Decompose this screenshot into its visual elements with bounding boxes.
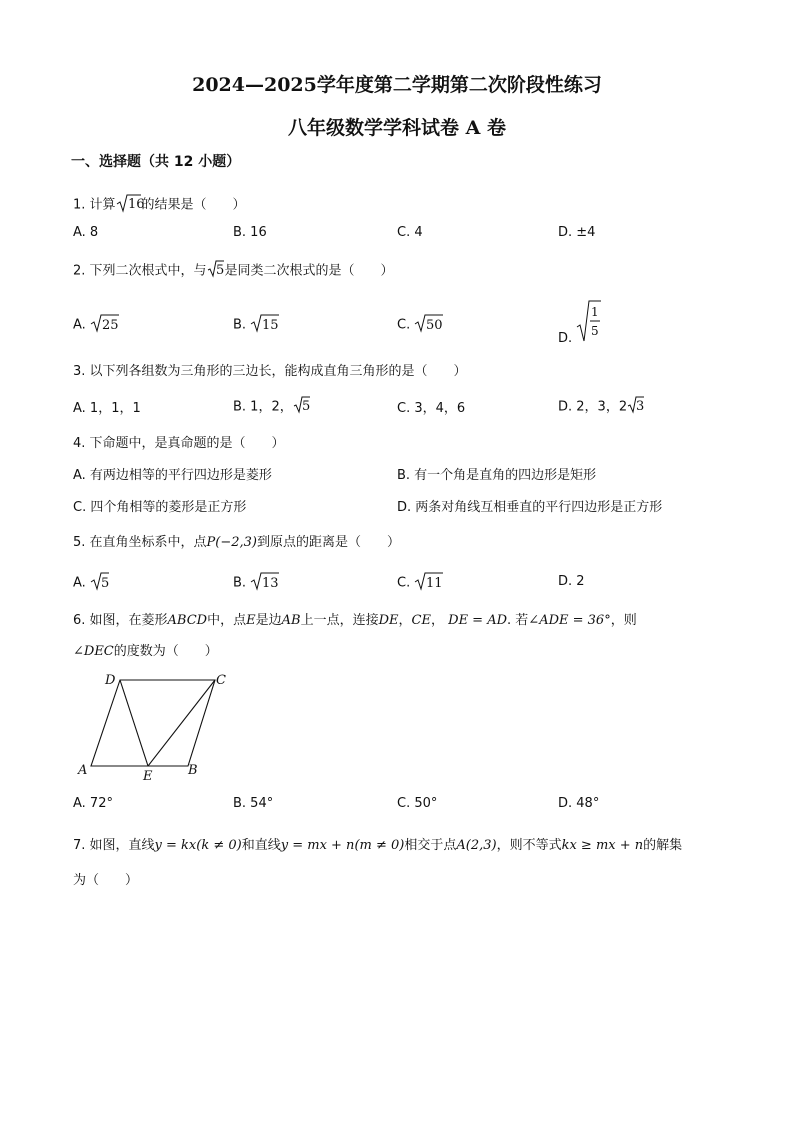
rhombus-figure [70, 668, 240, 783]
q6-option-c: C. 50° [397, 796, 438, 811]
page-title: 2024—2025学年度第二学期第二次阶段性练习 [192, 74, 602, 96]
question-6-line-2: ∠DEC的度数为（ ） [73, 644, 218, 659]
q1-option-c: C. 4 [397, 225, 423, 240]
q3-option-b: B. 1，2， 5 [233, 395, 311, 419]
page-subtitle: 八年级数学学科试卷 A 卷 [288, 117, 506, 139]
svg-text:5: 5 [301, 399, 311, 414]
q2-option-c: C. 50 [397, 312, 444, 338]
q5-option-d: D. 2 [558, 574, 585, 589]
q3-option-c: C. 3，4，6 [397, 401, 466, 416]
q2-option-b: B. 15 [233, 312, 280, 338]
section-heading: 一、选择题（共 12 小题） [71, 154, 241, 170]
sqrt-13 [250, 570, 280, 596]
svg-text:1: 1 [591, 305, 599, 319]
sqrt-16 [116, 192, 145, 218]
question-3: 3. 以下列各组数为三角形的三边长，能构成直角三角形的是（ ） [73, 364, 467, 379]
svg-text:11: 11 [426, 576, 443, 591]
sqrt-25 [90, 312, 120, 338]
sqrt-3 [627, 395, 645, 419]
point-p: P(−2,3) [206, 535, 258, 550]
q4-option-d: D. 两条对角线互相垂直的平行四边形是正方形 [397, 500, 663, 515]
sqrt-11 [414, 570, 444, 596]
q4-option-a: A. 有两边相等的平行四边形是菱形 [73, 468, 272, 483]
q6-option-d: D. 48° [558, 796, 600, 811]
question-7: 7. 如图，直线y = kx(k ≠ 0)和直线y = mx + n(m ≠ 0)相交于点A(2,3)，则不等式kx ≥ mx + n的解集 [73, 838, 683, 853]
label-b: B [188, 763, 198, 778]
svg-text:50: 50 [426, 318, 443, 333]
question-7-line-2: 为（ ） [73, 873, 139, 888]
q1-option-a: A. 8 [73, 225, 99, 240]
q2-stem-pre: 2. 下列二次根式中，与 [73, 263, 207, 279]
question-2 [73, 259, 394, 283]
segment-de [120, 680, 148, 766]
q3-option-d: D. 2，3，2 3 [558, 395, 645, 419]
svg-text:15: 15 [262, 318, 279, 333]
q2-option-d: D. 1 5 [558, 299, 602, 349]
q5-option-a: A. 5 [73, 570, 110, 596]
q4-option-c: C. 四个角相等的菱形是正方形 [73, 500, 247, 515]
q4-option-b: B. 有一个角是直角的四边形是矩形 [397, 468, 597, 483]
q2-stem-post: 是同类二次根式的是（ ） [224, 263, 394, 279]
label-e: E [143, 769, 153, 784]
q2-option-a: A. 25 [73, 312, 120, 338]
question-6: 6. 如图，在菱形ABCD中，点E是边AB上一点，连接DE，CE， DE = AD. 若∠ADE = 36°，则 [73, 613, 637, 628]
q1-option-d: D. ±4 [558, 225, 596, 240]
label-a: A [78, 763, 88, 778]
rhombus-abcd [91, 680, 215, 766]
svg-text:5: 5 [100, 576, 110, 591]
q5-option-c: C. 11 [397, 570, 444, 596]
q6-option-a: A. 72° [73, 796, 113, 811]
segment-ce [148, 680, 215, 766]
sqrt-15 [250, 312, 280, 338]
svg-text:25: 25 [101, 318, 119, 333]
q3-option-a: A. 1，1，1 [73, 401, 141, 416]
q1-option-b: B. 16 [233, 225, 267, 240]
question-4: 4. 下命题中，是真命题的是（ ） [73, 436, 285, 451]
sqrt-5 [293, 395, 311, 419]
sqrt-5 [207, 259, 225, 283]
sqrt-50 [414, 312, 444, 338]
svg-text:5: 5 [215, 263, 224, 278]
q1-radicand: 16 [127, 197, 145, 212]
label-d: D [105, 673, 116, 688]
q1-stem-pre: 1. 计算 [73, 197, 116, 213]
svg-text:13: 13 [262, 576, 279, 591]
q5-option-b: B. 13 [233, 570, 280, 596]
sqrt-one-fifth [576, 299, 602, 349]
q1-stem-post: 的结果是（ ） [141, 197, 246, 213]
question-1 [73, 192, 246, 218]
svg-text:5: 5 [591, 324, 599, 338]
sqrt-5 [90, 570, 110, 596]
question-5: 5. 在直角坐标系中，点P(−2,3)到原点的距离是（ ） [73, 535, 401, 550]
svg-text:3: 3 [636, 399, 645, 414]
label-c: C [216, 673, 226, 688]
q6-option-b: B. 54° [233, 796, 274, 811]
